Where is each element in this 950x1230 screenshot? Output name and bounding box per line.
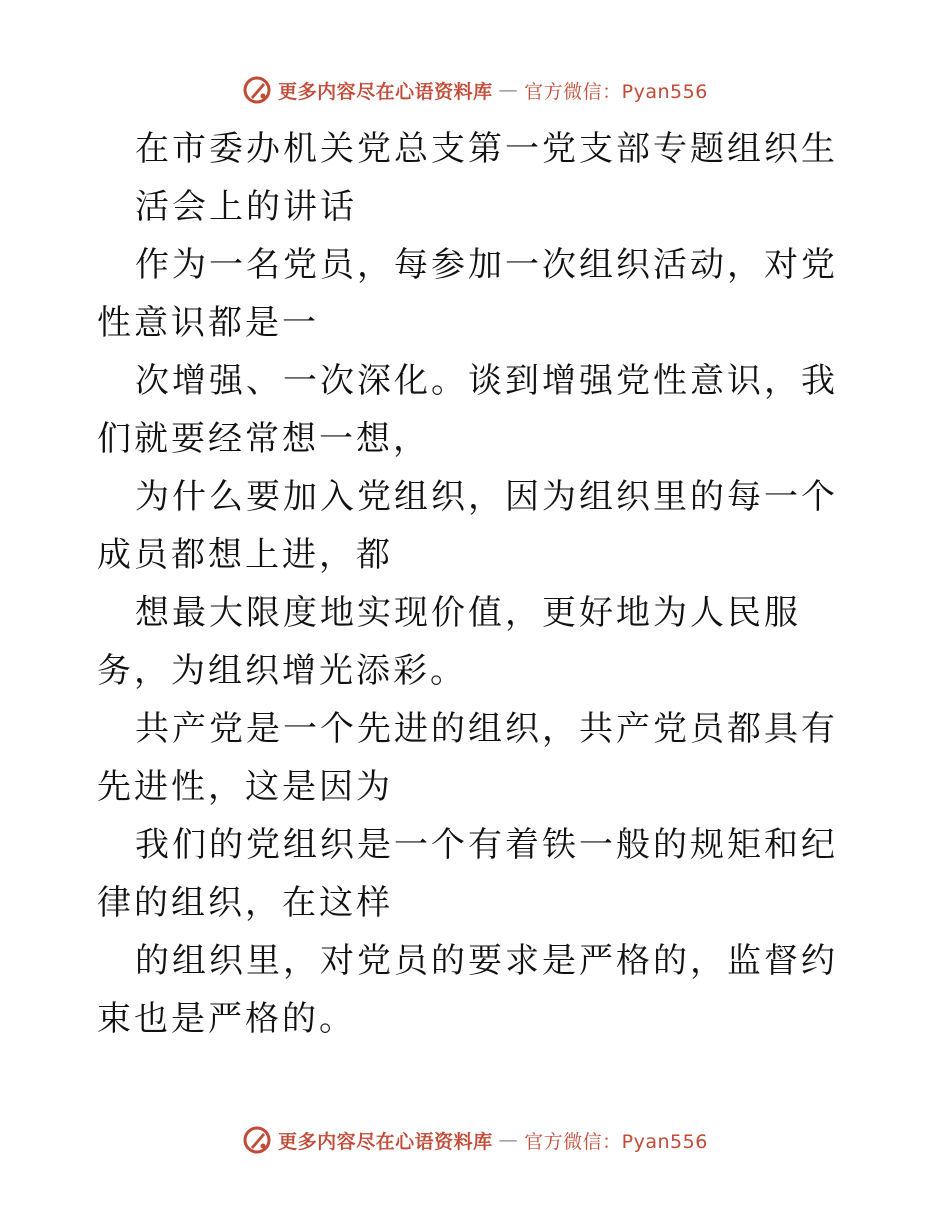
banner-library-text: 更多内容尽在心语资料库 — [278, 1130, 493, 1153]
paragraph: 想最大限度地实现价值，更好地为人民服务，为组织增光添彩。 — [97, 593, 801, 691]
banner-separator: — — [498, 1129, 519, 1151]
quill-logo-icon — [242, 1125, 272, 1155]
paragraph: 次增强、一次深化。谈到增强党性意识，我们就要经常想一想， — [97, 361, 838, 459]
banner-library-text: 更多内容尽在心语资料库 — [278, 80, 493, 103]
banner-wechat-text: 官方微信：Pyan556 — [524, 80, 708, 103]
paragraph: 共产党是一个先进的组织，共产党员都具有先进性，这是因为 — [97, 709, 838, 807]
header-banner — [0, 72, 950, 108]
paragraph: 的组织里，对党员的要求是严格的，监督约束也是严格的。 — [97, 941, 838, 1039]
quill-logo-icon — [242, 75, 272, 105]
title-line-1: 在市委办机关党总支第一党支部专题组织生 — [135, 129, 838, 169]
paragraph: 为什么要加入党组织，因为组织里的每一个成员都想上进，都 — [97, 477, 838, 575]
banner-separator: — — [498, 79, 519, 101]
title-line-2: 活会上的讲话 — [135, 187, 357, 227]
banner-wechat-text: 官方微信：Pyan556 — [524, 1130, 708, 1153]
footer-banner — [0, 1122, 950, 1158]
paragraph: 作为一名党员，每参加一次组织活动，对党性意识都是一 — [97, 245, 838, 343]
document-body — [97, 120, 857, 1048]
paragraph: 我们的党组织是一个有着铁一般的规矩和纪律的组织，在这样 — [97, 825, 838, 923]
